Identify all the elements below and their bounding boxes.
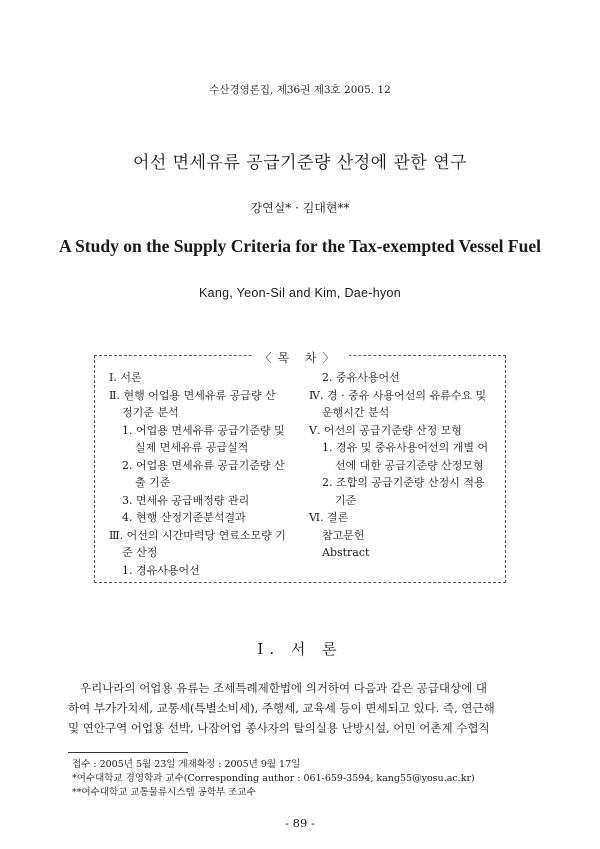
toc-item: 3. 면세유 공급배정량 관리 [122, 493, 250, 507]
table-of-contents [94, 351, 506, 583]
toc-item: 실제 면세유류 공급실적 [135, 441, 249, 454]
page-number: - 89 - [285, 816, 315, 830]
english-title: A Study on the Supply Criteria for the Tax-exempted Vessel Fuel [59, 236, 541, 256]
korean-title: 어선 면세유류 공급기준량 산정에 관한 연구 [132, 153, 468, 173]
journal-header: 수산경영론집, 제36권 제3호 2005. 12 [209, 84, 391, 96]
footnote-divider [68, 752, 188, 753]
toc-item: Ⅰ. 서론 [109, 371, 142, 384]
toc-title-wrap [95, 347, 505, 366]
toc-item: 출 기준 [135, 476, 171, 489]
footnote-dates: 접수 : 2005년 5월 23일 게재확정 : 2005년 9월 17일 [72, 759, 301, 770]
body-line: 및 연안구역 어업용 선박, 나잠어업 종사자의 탈의실용 난방시설, 어민 어촌계 수협직 [68, 721, 490, 735]
toc-item: 2. 어업용 면세유류 공급기준량 산 [122, 458, 285, 472]
toc-item: Ⅳ. 경 · 중유 사용어선의 유류수요 및 [309, 388, 487, 402]
toc-left-column [109, 369, 287, 579]
toc-item: 참고문헌 [322, 528, 365, 542]
body-line: 하여 부가가치세, 교통세(특별소비세), 주행세, 교육세 등이 면세되고 있다. 즉, 연근해 [68, 701, 495, 715]
toc-item: 기준 [335, 493, 357, 507]
toc-item: 2. 중유사용어선 [322, 371, 400, 384]
toc-item: 1. 어업용 면세유류 공급기준량 및 [122, 423, 285, 437]
toc-title: 〈목 차〉 [252, 351, 349, 365]
toc-item: 선에 대한 공급기준량 산정모형 [335, 458, 484, 472]
toc-item: Abstract [322, 546, 370, 559]
body-line: 우리나라의 어업용 유류는 조세특례제한법에 의거하여 다음과 같은 공급대상에 대 [80, 681, 487, 695]
footnotes [72, 758, 532, 800]
toc-item: 준 산정 [122, 546, 158, 559]
section-heading: Ⅰ. 서 론 [257, 640, 343, 658]
toc-item: 1. 경유 및 중유사용어선의 개별 어 [322, 441, 489, 454]
body-paragraph [68, 678, 532, 738]
korean-authors: 강연실* · 김대현** [250, 201, 350, 215]
english-authors: Kang, Yeon-Sil and Kim, Dae-hyon [198, 286, 402, 300]
toc-item: 정기준 분석 [122, 406, 179, 419]
toc-item: 운행시간 분석 [322, 406, 390, 419]
footnote-author-1: *여수대학교 경영학과 교수(Corresponding author : 061-659-3594, kang55@yosu.ac.kr) [72, 773, 475, 784]
toc-item: 2. 조합의 공급기준량 산정시 적용 [322, 476, 485, 489]
toc-item: Ⅵ. 결론 [309, 511, 349, 524]
toc-item: 4. 현행 산정기준분석결과 [122, 511, 246, 524]
footnote-author-2: **여수대학교 교통물류시스템 공학부 조교수 [72, 787, 256, 798]
toc-item: Ⅱ. 현행 어업용 면세유류 공급량 산 [109, 388, 276, 402]
toc-item: 1. 경유사용어선 [122, 563, 200, 577]
toc-right-column [309, 369, 499, 562]
toc-item: Ⅲ. 어선의 시간마력당 연료소모량 기 [109, 528, 286, 542]
toc-item: Ⅴ. 어선의 공급기준량 산정 모형 [309, 423, 462, 437]
